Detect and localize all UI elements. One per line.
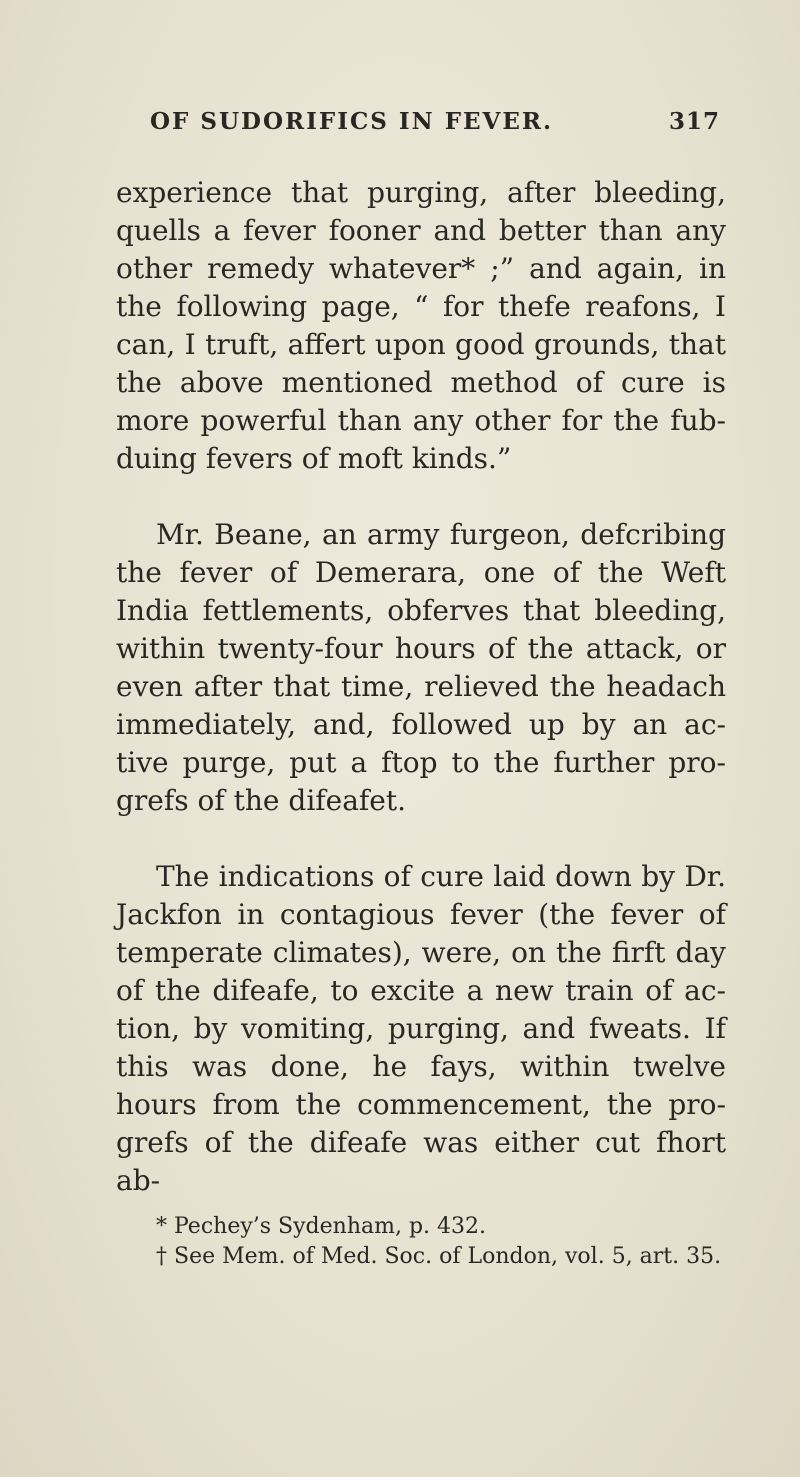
footnotes: [156, 1212, 736, 1272]
paragraph-jackson: The indications of cure laid down by Dr. Jackfon in contagious fever (the fever of temperate climates), were, on the firft day of the difeafe, to excite a new train of ac-tion, by vomiting, purging, and fweats. If this was done, he fays, within twelve hours from the commencement, the pro-grefs of the difeafe was either cut fhort ab-: [116, 860, 726, 1197]
running-head: [150, 108, 720, 144]
page-number: 317: [668, 108, 720, 135]
body-text: [116, 174, 726, 1200]
paragraph-continuation: experience that purging, after bleeding, quells a fever fooner and better than any other remedy whatever* ;” and again, in the following page, “ for thefe reafons, I can, I truft, affert upon good grounds, that the above mentioned method of cure is more powerful than any other for the fub-duing fevers of moft kinds.”: [116, 176, 726, 475]
footnote-sydenham: * Pechey’s Sydenham, p. 432.: [156, 1214, 486, 1239]
footnote-med-soc: † See Mem. of Med. Soc. of London, vol. 5, art. 35.: [156, 1244, 722, 1269]
paragraph-beane: Mr. Beane, an army furgeon, defcribing the fever of Demerara, one of the Weft India fettlements, obferves that bleeding, within twenty-four hours of the attack, or even after that time, relieved the headach immediately, and, followed up by an ac-tive purge, put a ftop to the further pro-grefs of the difeafet.: [116, 518, 726, 817]
running-head-title: OF SUDORIFICS IN FEVER.: [150, 108, 554, 135]
